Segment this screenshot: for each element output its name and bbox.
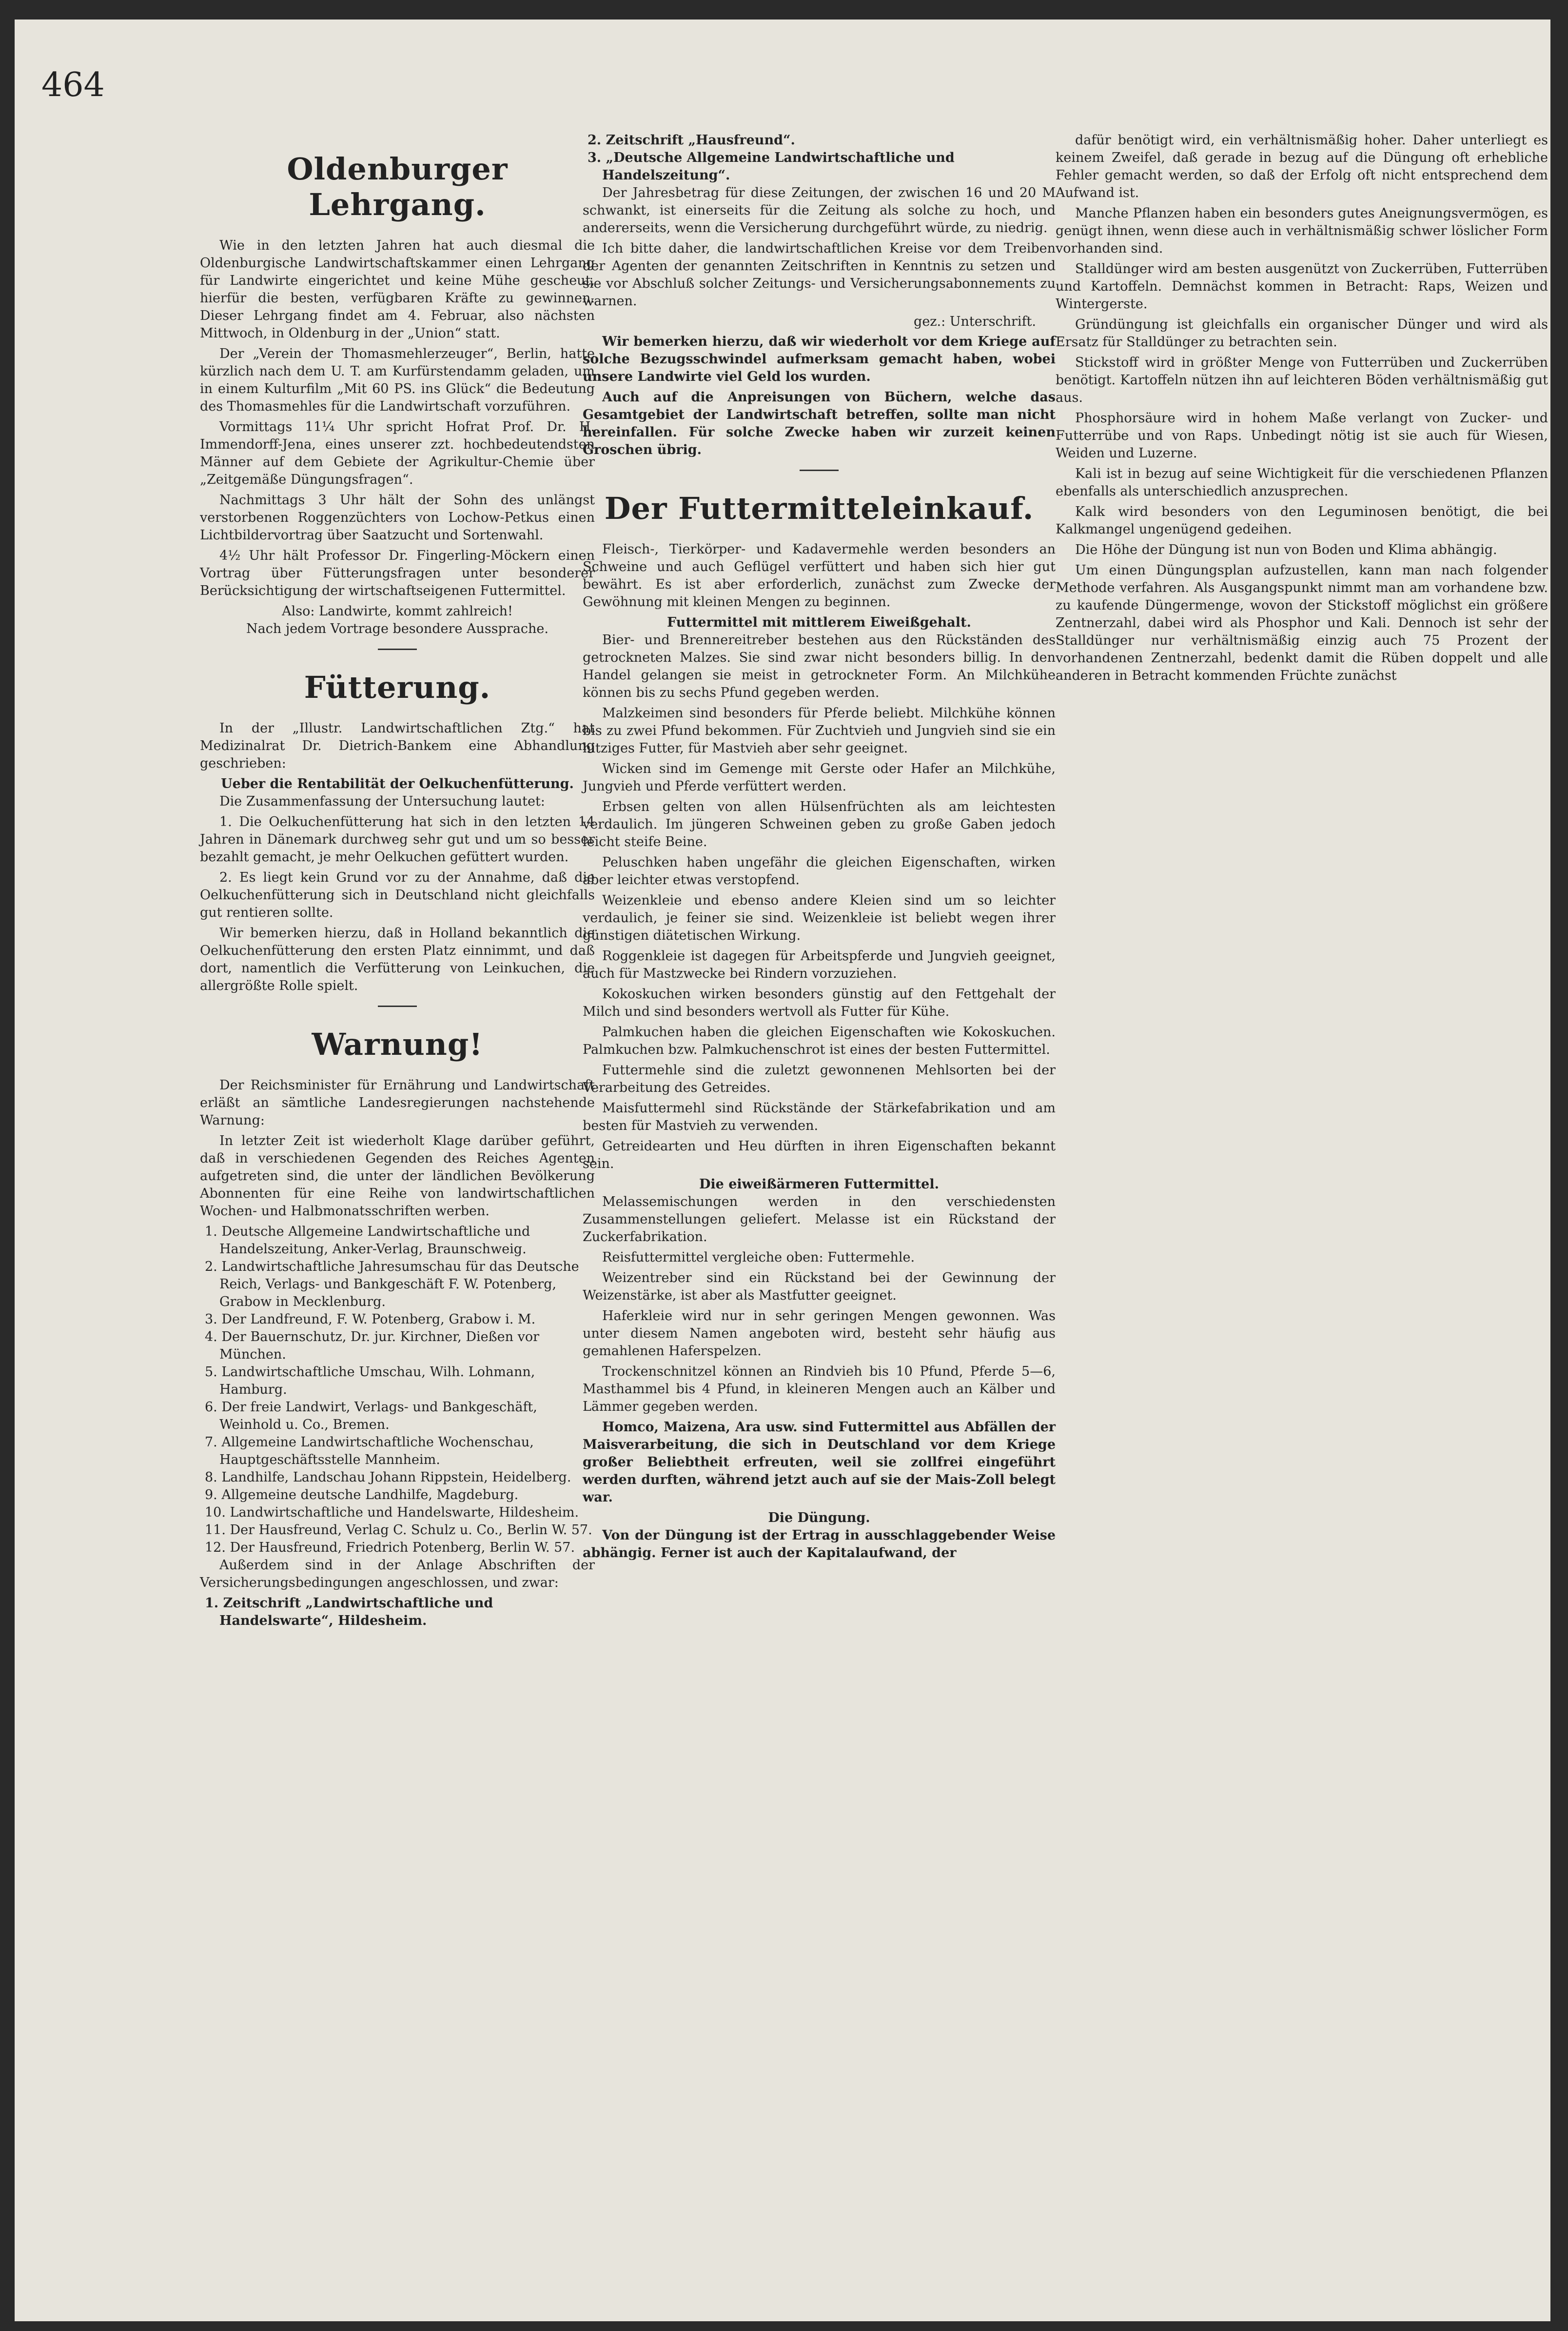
headline-warnung: Warnung! (312, 1027, 483, 1062)
article-paragraph: Der Reichsminister für Ernährung und Landwirtschaft erläßt an sämtliche Landesregierungen nachstehende Warnung: (200, 1078, 595, 1128)
subheading: Futtermittel mit mittlerem Eiweißgehalt. (667, 615, 971, 630)
column-middle (583, 132, 1056, 1565)
article-paragraph: Maisfuttermehl sind Rückstände der Stärkefabrikation und am besten für Mastvieh zu verwenden. (583, 1101, 1056, 1133)
article-paragraph: Melassemischungen werden in den verschiedensten Zusammenstellungen geliefert. Melasse ist ein Rückstand der Zuckerfabrikation. (583, 1194, 1056, 1245)
article-paragraph: Wir bemerken hierzu, daß wir wiederholt vor dem Kriege auf solche Bezugsschwindel aufmerksam gemacht haben, wobei unsere Landwirte viel Geld los wurden. (583, 334, 1056, 384)
divider (800, 470, 839, 471)
article-paragraph: Wie in den letzten Jahren hat auch diesmal die Oldenburgische Landwirtschaftskammer einen Lehrgang für Landwirte eingerichtet und keine Mühe gescheut, hierfür die besten, verfügbaren Kräfte zu gewinnen. Dieser Lehrgang findet am 4. Februar, also nächsten Mittwoch, in Oldenburg in der „Union“ statt. (200, 238, 595, 341)
headline-oldenburger-lehrgang: Oldenburger Lehrgang. (287, 151, 508, 222)
article-paragraph: Der „Verein der Thomasmehlerzeuger“, Berlin, hatte kürzlich nach dem U. T. am Kurfürstendamm geladen, um in einem Kulturfilm „Mit 60 PS. ins Glück“ die Bedeutung des Thomasmehles für die Landwirtschaft vorzuführen. (200, 346, 595, 414)
article-paragraph: Palmkuchen haben die gleichen Eigenschaften wie Kokoskuchen. Palmkuchen bzw. Palmkuchenschrot ist eines der besten Futtermittel. (583, 1025, 1056, 1057)
article-paragraph: Vormittags 11¼ Uhr spricht Hofrat Prof. Dr. H. Immendorff-Jena, eines unserer zzt. hochbedeutendsten Männer auf dem Gebiete der Agrikultur-Chemie über „Zeitgemäße Düngungsfragen“. (200, 419, 595, 487)
article-paragraph: Gründüngung ist gleichfalls ein organischer Dünger und wird als Ersatz für Stalldünger zu betrachten sein. (1056, 317, 1548, 350)
list-item: 7. Allgemeine Landwirtschaftliche Wochenschau, Hauptgeschäftsstelle Mannheim. (205, 1435, 534, 1467)
article-paragraph: Stalldünger wird am besten ausgenützt von Zuckerrüben, Futterrüben und Kartoffeln. Demnächst kommen in Betracht: Raps, Weizen und Wintergerste. (1056, 261, 1548, 312)
article-paragraph: Nach jedem Vortrage besondere Aussprache. (246, 621, 549, 636)
article-paragraph: Manche Pflanzen haben ein besonders gutes Aneignungsvermögen, es genügt ihnen, wenn diese auch in verhältnismäßig schwer löslicher Form vorhanden sind. (1056, 206, 1548, 256)
list-item: 12. Der Hausfreund, Friedrich Potenberg, Berlin W. 57. (205, 1540, 575, 1555)
page-number: 464 (41, 66, 105, 104)
list-item: 6. Der freie Landwirt, Verlags- und Bankgeschäft, Weinhold u. Co., Bremen. (205, 1400, 537, 1432)
list-item: 3. „Deutsche Allgemeine Landwirtschaftliche und Handelszeitung“. (588, 150, 955, 183)
article-paragraph: Bier- und Brennereitreber bestehen aus den Rückständen des getrockneten Malzes. Sie sind zwar nicht besonders billig. In den Handel gelangen sie meist in getrockneter Form. An Milchkühe können bis zu sechs Pfund gegeben werden. (583, 632, 1056, 700)
article-paragraph: Trockenschnitzel können an Rindvieh bis 10 Pfund, Pferde 5—6, Masthammel bis 4 Pfund, in kleineren Mengen auch an Kälber und Lämmer gegeben werden. (583, 1364, 1056, 1414)
article-paragraph: Erbsen gelten von allen Hülsenfrüchten als am leichtesten verdaulich. Im jüngeren Schweinen geben zu große Gaben jedoch leicht steife Beine. (583, 799, 1056, 849)
article-paragraph: Auch auf die Anpreisungen von Büchern, welche das Gesamtgebiet der Landwirtschaft betreffen, sollte man nicht hereinfallen. Für solche Zwecke haben wir zurzeit keinen Groschen übrig. (583, 390, 1056, 457)
article-paragraph: Stickstoff wird in größter Menge von Futterrüben und Zuckerrüben benötigt. Kartoffeln nützen ihn auf leichteren Böden verhältnismäßig gut aus. (1056, 355, 1548, 405)
article-paragraph: Fleisch-, Tierkörper- und Kadavermehle werden besonders an Schweine und auch Geflügel verfüttert und haben sich hier gut bewährt. Es ist aber erforderlich, zunächst zum Zwecke der Gewöhnung mit kleinen Mengen zu beginnen. (583, 542, 1056, 610)
list-item: 1. Deutsche Allgemeine Landwirtschaftliche und Handelszeitung, Anker-Verlag, Braunschweig. (205, 1224, 530, 1257)
article-paragraph: Kokoskuchen wirken besonders günstig auf den Fettgehalt der Milch und sind besonders wertvoll als Futter für Kühe. (583, 987, 1056, 1019)
subheading: Die Düngung. (768, 1510, 870, 1525)
article-paragraph: Phosphorsäure wird in hohem Maße verlangt von Zucker- und Futterrübe und von Raps. Unbedingt nötig ist sie auch für Wiesen, Weiden und Luzerne. (1056, 411, 1548, 461)
list-item: 8. Landhilfe, Landschau Johann Rippstein, Heidelberg. (205, 1470, 571, 1485)
newspaper-page (15, 20, 1550, 2321)
column-right (1056, 132, 1548, 688)
article-paragraph: Weizenkleie und ebenso andere Kleien sind um so leichter verdaulich, je feiner sie sind. Weizenkleie ist beliebt wegen ihrer günstigen diätetischen Wirkung. (583, 893, 1056, 943)
list-item: 5. Landwirtschaftliche Umschau, Wilh. Lohmann, Hamburg. (205, 1364, 535, 1397)
article-paragraph: Die Höhe der Düngung ist nun von Boden und Klima abhängig. (1075, 542, 1497, 557)
article-paragraph: Ich bitte daher, die landwirtschaftlichen Kreise vor dem Treiben der Agenten der genannten Zeitschriften in Kenntnis zu setzen und sie vor Abschluß solcher Zeitungs- und Versicherungsabonnements zu warnen. (583, 241, 1056, 309)
article-paragraph: Weizentreber sind ein Rückstand bei der Gewinnung der Weizenstärke, ist aber als Mastfutter geeignet. (583, 1270, 1056, 1303)
article-paragraph: In der „Illustr. Landwirtschaftlichen Ztg.“ hat Medizinalrat Dr. Dietrich-Bankem eine Abhandlung geschrieben: (200, 721, 595, 771)
article-paragraph: Kalk wird besonders von den Leguminosen benötigt, die bei Kalkmangel ungenügend gedeihen. (1056, 504, 1548, 537)
list-item: 2. Zeitschrift „Hausfreund“. (588, 133, 795, 148)
article-paragraph: Reisfuttermittel vergleiche oben: Futtermehle. (602, 1250, 915, 1265)
article-paragraph: Also: Landwirte, kommt zahlreich! (282, 604, 513, 619)
article-paragraph: Futtermehle sind die zuletzt gewonnenen Mehlsorten bei der Verarbeitung des Getreides. (583, 1063, 1056, 1095)
article-paragraph: Wicken sind im Gemenge mit Gerste oder Hafer an Milchkühe, Jungvieh und Pferde verfüttert werden. (583, 761, 1056, 794)
divider (378, 649, 417, 650)
article-paragraph: Malzkeimen sind besonders für Pferde beliebt. Milchkühe können bis zu zwei Pfund bekommen. Für Zuchtvieh und Jungvieh sind sie ein hitziges Futter, für Mastvieh aber sehr geeignet. (583, 706, 1056, 756)
article-paragraph: Roggenkleie ist dagegen für Arbeitspferde und Jungvieh geeignet, auch für Mastzwecke bei Rindern vorzuziehen. (583, 948, 1056, 981)
article-paragraph: dafür benötigt wird, ein verhältnismäßig hoher. Daher unterliegt es keinem Zweifel, daß gerade in bezug auf die Düngung oft erhebliche Fehler gemacht werden, so daß der Erfolg oft nicht entsprechend dem Aufwand ist. (1056, 133, 1548, 200)
list-item: 3. Der Landfreund, F. W. Potenberg, Grabow i. M. (205, 1312, 536, 1327)
column-left (200, 132, 595, 1630)
list-item: 9. Allgemeine deutsche Landhilfe, Magdeburg. (205, 1487, 519, 1502)
article-paragraph: Kali ist in bezug auf seine Wichtigkeit für die verschiedenen Pflanzen ebenfalls als unterschiedlich anzusprechen. (1056, 466, 1548, 499)
subheading: Die eiweißärmeren Futtermittel. (699, 1177, 940, 1192)
signature: gez.: Unterschrift. (914, 314, 1036, 329)
article-paragraph: Nachmittags 3 Uhr hält der Sohn des unlängst verstorbenen Roggenzüchters von Lochow-Petkus einen Lichtbildervortrag über Saatzucht und Sortenwahl. (200, 493, 595, 543)
article-paragraph: Von der Düngung ist der Ertrag in ausschlaggebender Weise abhängig. Ferner ist auch der Kapitalaufwand, der (583, 1528, 1056, 1561)
article-paragraph: Haferkleie wird nur in sehr geringen Mengen gewonnen. Was unter diesem Namen angeboten wird, besteht sehr häufig aus gemahlenen Haferspelzen. (583, 1308, 1056, 1359)
article-paragraph: Der Jahresbetrag für diese Zeitungen, der zwischen 16 und 20 M schwankt, ist einerseits für die Zeitung als solche zu hoch, und andererseits, wenn die Versicherung durchgeführt würde, zu niedrig. (583, 185, 1056, 236)
article-paragraph: Peluschken haben ungefähr die gleichen Eigenschaften, wirken aber leichter etwas verstopfend. (583, 855, 1056, 888)
article-paragraph: Um einen Düngungsplan aufzustellen, kann man nach folgender Methode verfahren. Als Ausgangspunkt nimmt man am vorhandene bzw. zu kaufende Düngermenge, wovon der Stickstoff möglichst ein größere Zentnerzahl, dabei wird als Phosphor und Kali. Dennoch ist sehr der Stalldünger nur verhältnismäßig einzig auch 75 Prozent der vorhandenen Zentnerzahl, bedenkt damit die Rüben doppelt und alle anderen in Betracht kommenden Früchte zunächst (1056, 563, 1548, 683)
list-item: 2. Landwirtschaftliche Jahresumschau für das Deutsche Reich, Verlags- und Bankgeschäft F. W. Potenberg, Grabow in Mecklenburg. (205, 1259, 579, 1309)
article-paragraph: 1. Die Oelkuchenfütterung hat sich in den letzten 14 Jahren in Dänemark durchweg sehr gut und um so besser bezahlt gemacht, je mehr Oelkuchen gefüttert wurden. (200, 814, 595, 865)
subheading: Ueber die Rentabilität der Oelkuchenfütterung. (221, 776, 574, 791)
article-paragraph: Homco, Maizena, Ara usw. sind Futtermittel aus Abfällen der Maisverarbeitung, die sich in Deutschland vor dem Kriege großer Beliebtheit erfreuten, weil sie zollfrei eingeführt werden durften, während jetzt auch auf sie der Mais-Zoll belegt war. (583, 1420, 1056, 1505)
article-paragraph: Außerdem sind in der Anlage Abschriften der Versicherungsbedingungen angeschlossen, und zwar: (200, 1558, 595, 1590)
article-paragraph: In letzter Zeit ist wiederholt Klage darüber geführt, daß in verschiedenen Gegenden des Reiches Agenten aufgetreten sind, die unter der ländlichen Bevölkerung Abonnenten für eine Reihe von landwirtschaftlichen Wochen- und Halbmonatsschriften werben. (200, 1133, 595, 1219)
headline-fuetterung: Fütterung. (304, 670, 491, 705)
article-paragraph: 4½ Uhr hält Professor Dr. Fingerling-Möckern einen Vortrag über Fütterungsfragen unter besonderer Berücksichtigung der wirtschaftseigenen Futtermittel. (200, 548, 595, 598)
article-paragraph: Die Zusammenfassung der Untersuchung lautet: (219, 794, 545, 809)
article-paragraph: 2. Es liegt kein Grund vor zu der Annahme, daß die Oelkuchenfütterung sich in Deutschland nicht gleichfalls gut rentieren sollte. (200, 870, 595, 920)
divider (378, 1006, 417, 1007)
article-paragraph: Getreidearten und Heu dürften in ihren Eigenschaften bekannt sein. (583, 1139, 1056, 1171)
list-item: 4. Der Bauernschutz, Dr. jur. Kirchner, Dießen vor München. (205, 1329, 540, 1362)
article-paragraph: Wir bemerken hierzu, daß in Holland bekanntlich die Oelkuchenfütterung den ersten Platz einnimmt, und daß dort, namentlich die Verfütterung von Leinkuchen, die allergrößte Rolle spielt. (200, 926, 595, 993)
headline-futtermitteleinkauf: Der Futtermitteleinkauf. (604, 491, 1034, 526)
list-item: 11. Der Hausfreund, Verlag C. Schulz u. Co., Berlin W. 57. (205, 1522, 592, 1538)
list-item: 1. Zeitschrift „Landwirtschaftliche und Handelswarte“, Hildesheim. (205, 1596, 493, 1628)
list-item: 10. Landwirtschaftliche und Handelswarte, Hildesheim. (205, 1505, 579, 1520)
